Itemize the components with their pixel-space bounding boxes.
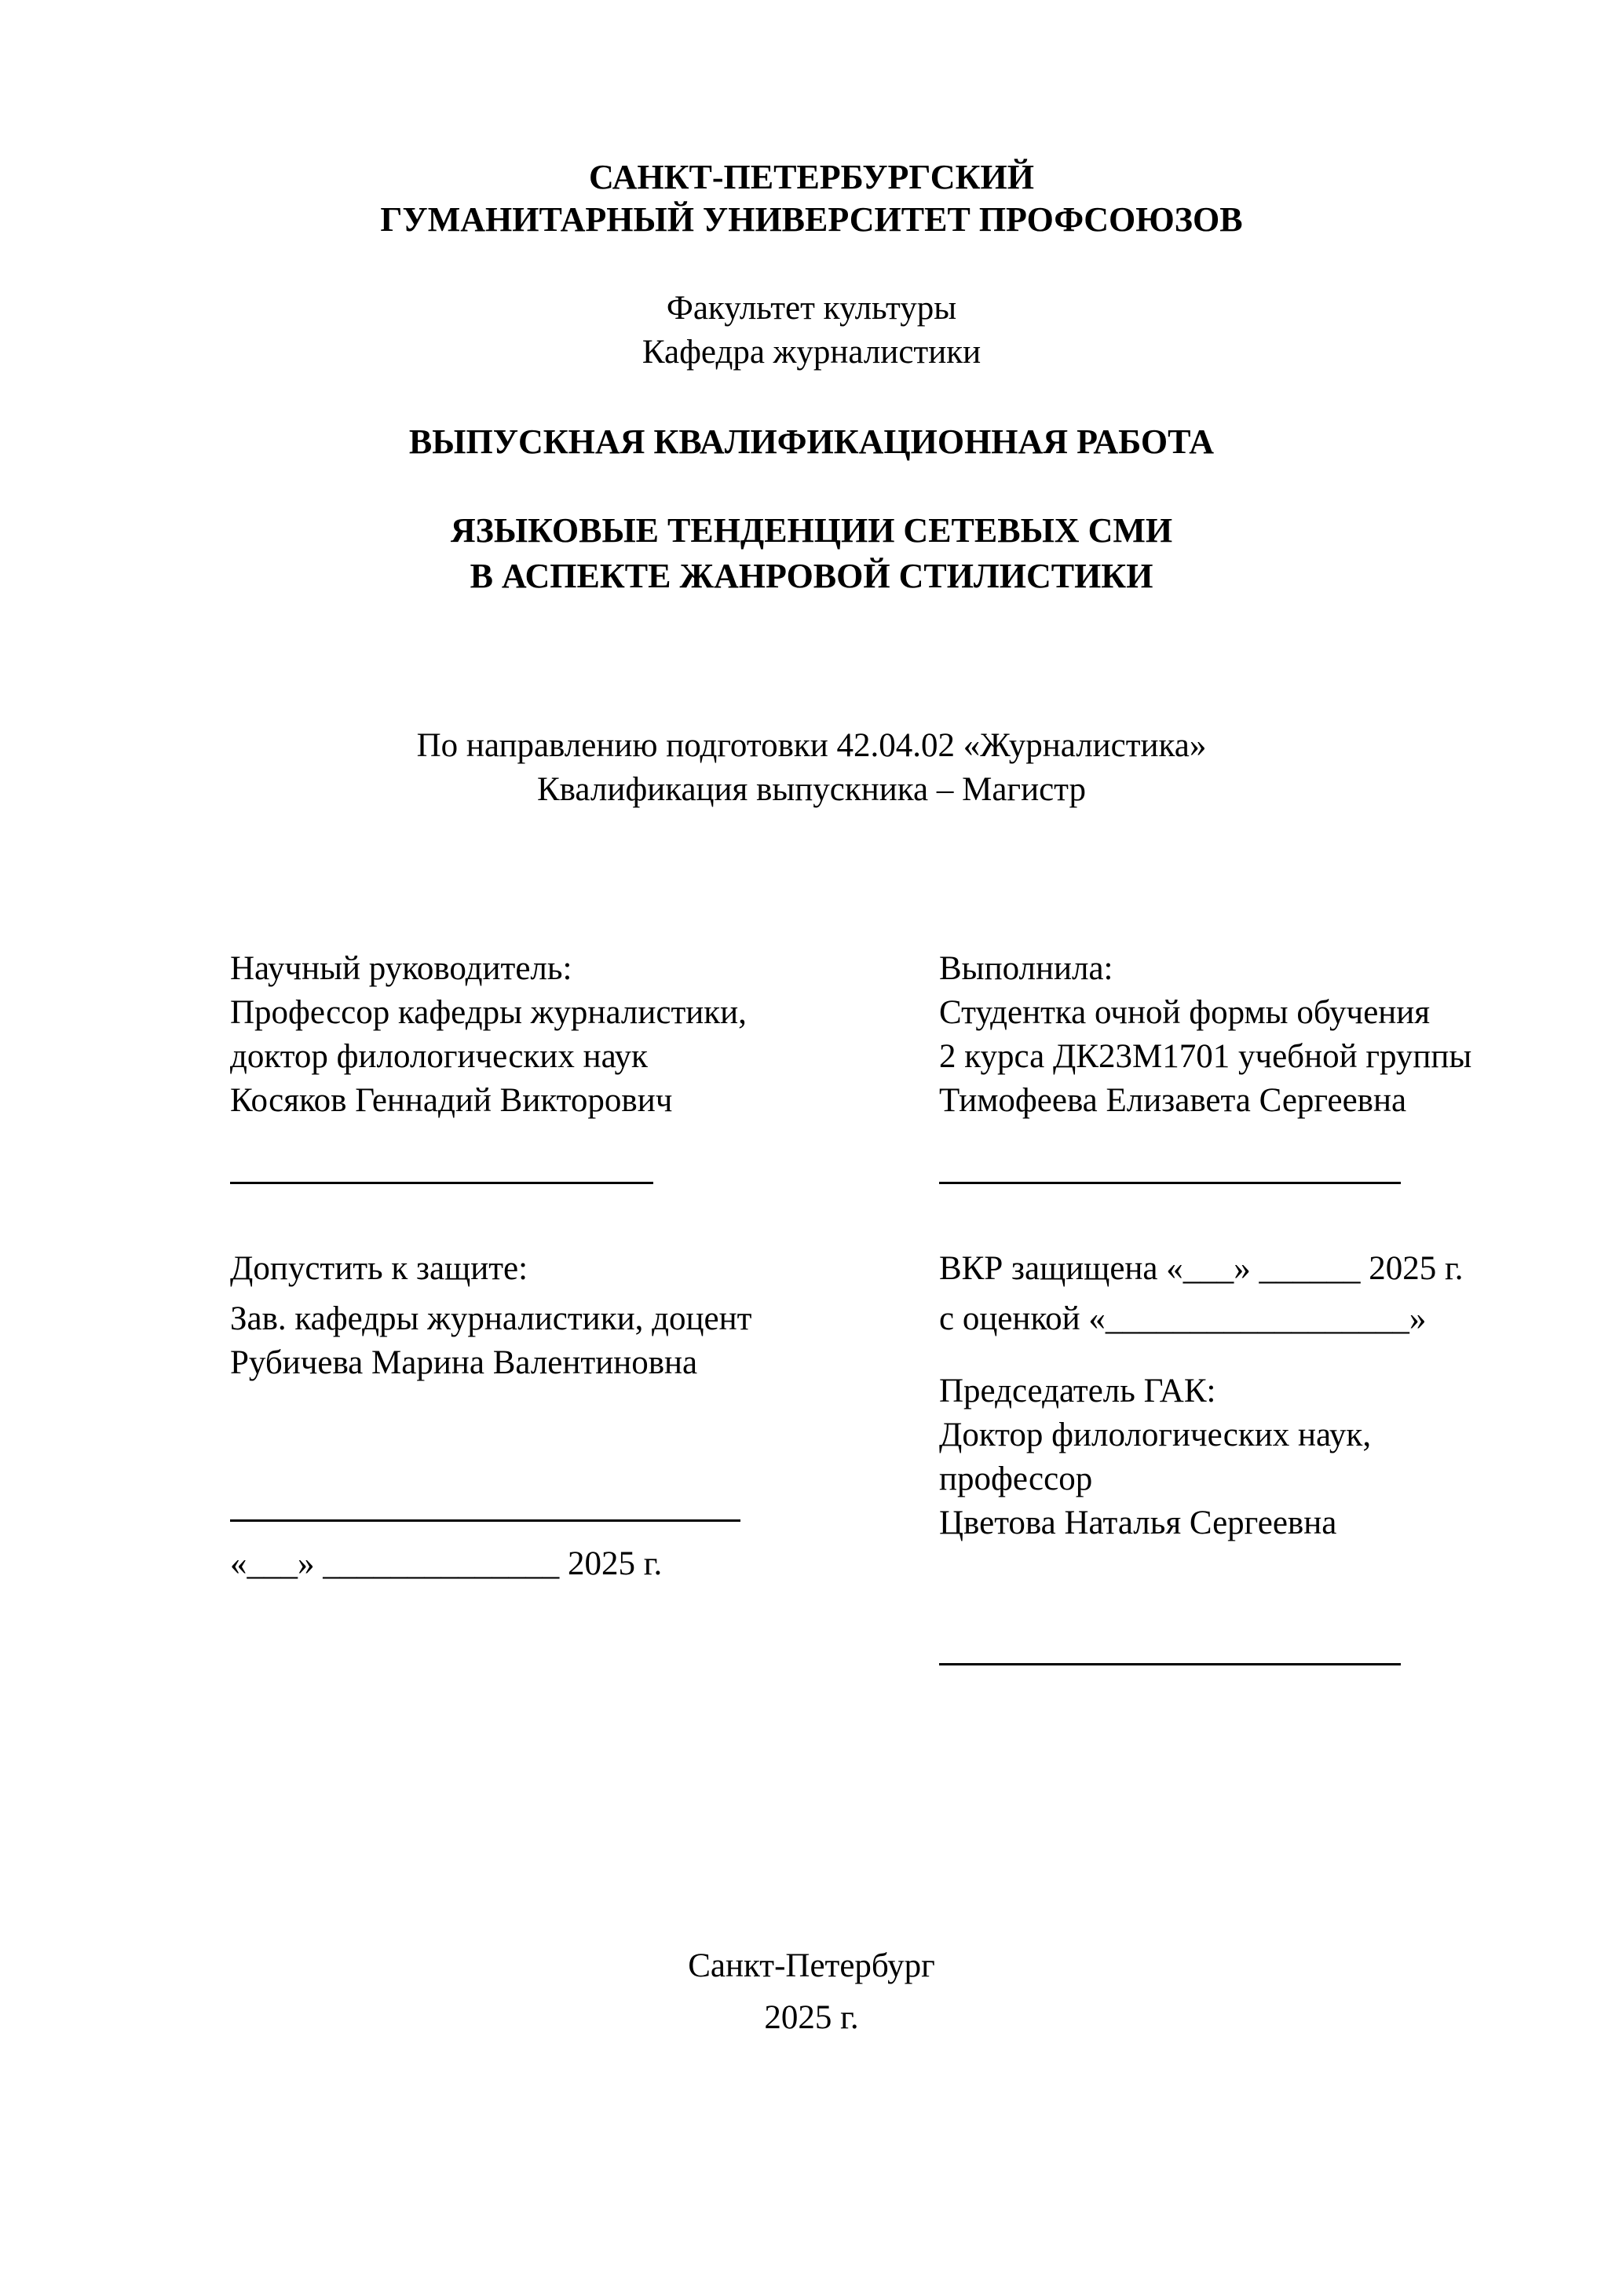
city: Санкт-Петербург bbox=[688, 1947, 935, 1984]
chair-label: Председатель ГАК: bbox=[939, 1373, 1216, 1409]
faculty-name: Факультет культуры bbox=[666, 290, 957, 327]
chair-block bbox=[939, 1369, 1371, 1545]
chair-title: профессор bbox=[939, 1461, 1093, 1497]
author-label: Выполнила: bbox=[939, 950, 1113, 987]
thesis-title-line1: ЯЗЫКОВЫЕ ТЕНДЕНЦИИ СЕТЕВЫХ СМИ bbox=[450, 511, 1173, 550]
author-study-form: Студентка очной формы обучения bbox=[939, 994, 1431, 1031]
admission-name: Рубичева Марина Валентиновна bbox=[230, 1344, 698, 1381]
admission-signature-line bbox=[230, 1519, 740, 1522]
defense-block bbox=[939, 1247, 1464, 1341]
supervisor-block bbox=[230, 947, 747, 1123]
university-name-line2: ГУМАНИТАРНЫЙ УНИВЕРСИТЕТ ПРОФСОЮЗОВ bbox=[380, 200, 1243, 239]
author-name: Тимофеева Елизавета Сергеевна bbox=[939, 1082, 1407, 1119]
author-group: 2 курса ДК23М1701 учебной группы bbox=[939, 1038, 1472, 1075]
thesis-title-line2: В АСПЕКТЕ ЖАНРОВОЙ СТИЛИСТИКИ bbox=[470, 557, 1153, 595]
chair-name: Цветова Наталья Сергеевна bbox=[939, 1504, 1337, 1541]
year: 2025 г. bbox=[764, 1999, 859, 2036]
supervisor-degree: доктор филологических наук bbox=[230, 1038, 648, 1075]
work-type: ВЫПУСКНАЯ КВАЛИФИКАЦИОННАЯ РАБОТА bbox=[408, 422, 1215, 461]
author-block bbox=[939, 947, 1471, 1123]
supervisor-position: Профессор кафедры журналистики, bbox=[230, 994, 747, 1031]
admission-block bbox=[230, 1247, 751, 1385]
program-direction: По направлению подготовки 42.04.02 «Журналистика» bbox=[416, 727, 1207, 764]
department-name: Кафедра журналистики bbox=[642, 334, 981, 371]
supervisor-label: Научный руководитель: bbox=[230, 950, 572, 987]
university-name-line1: САНКТ-ПЕТЕРБУРГСКИЙ bbox=[589, 158, 1034, 196]
admission-position: Зав. кафедры журналистики, доцент bbox=[230, 1300, 752, 1337]
defense-grade: с оценкой «__________________» bbox=[939, 1300, 1427, 1337]
admission-date: «___» ______________ 2025 г. bbox=[230, 1545, 663, 1582]
chair-signature-line bbox=[939, 1663, 1401, 1665]
chair-degree: Доктор филологических наук, bbox=[939, 1417, 1372, 1453]
defense-date: ВКР защищена «___» ______ 2025 г. bbox=[939, 1250, 1464, 1287]
qualification: Квалификация выпускника – Магистр bbox=[536, 771, 1086, 808]
admission-label: Допустить к защите: bbox=[230, 1250, 528, 1287]
author-signature-line bbox=[939, 1182, 1401, 1184]
supervisor-name: Косяков Геннадий Викторович bbox=[230, 1082, 673, 1119]
supervisor-signature-line bbox=[230, 1182, 653, 1184]
